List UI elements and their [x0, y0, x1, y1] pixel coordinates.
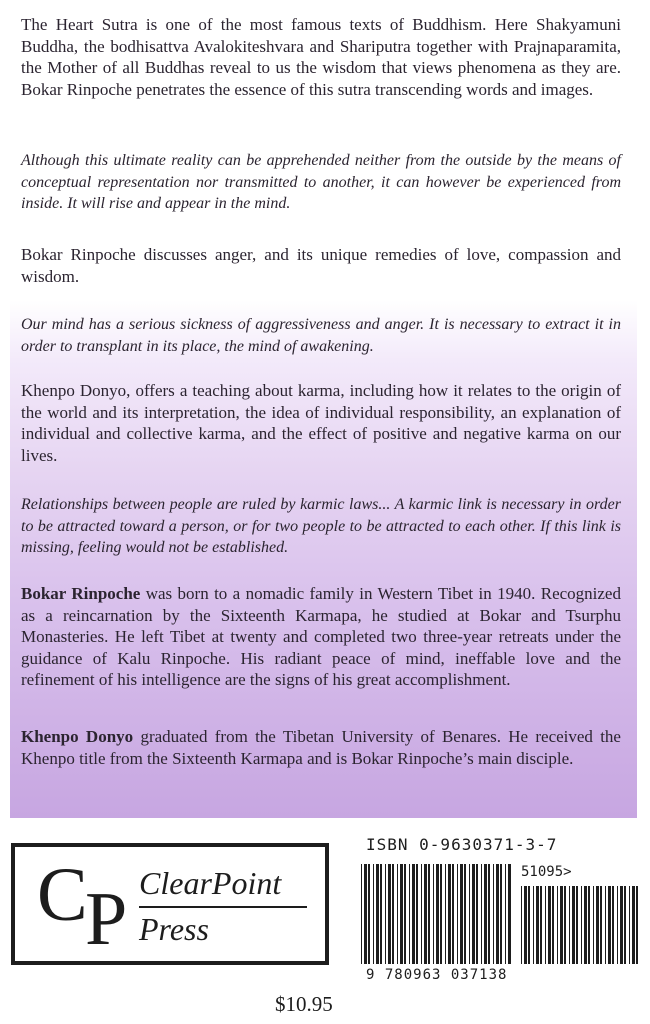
logo-monogram-c: C — [37, 853, 88, 937]
price-label: $10.95 — [275, 992, 333, 1016]
quote-ultimate-reality: Although this ultimate reality can be apprehended neither from the outside by the means of conceptual representation nor transmitted to another, it can however be experienced from inside. It will rise and appear in the mind. — [21, 152, 621, 212]
bio-bokar-rinpoche — [21, 583, 621, 691]
description-karma: Khenpo Donyo, offers a teaching about karma, including how it relates to the origin of the world and its interpretation, the idea of individual responsibility, an explanation of individual and collective karma, and the effect of positive and negative karma on our lives. — [21, 381, 621, 465]
bio-name-khenpo: Khenpo Donyo — [21, 727, 134, 746]
logo-divider — [139, 906, 307, 908]
barcode-addon-number: 51095> — [521, 864, 572, 880]
publisher-logo — [11, 843, 329, 965]
description-heart-sutra: The Heart Sutra is one of the most famous texts of Buddhism. Here Shakyamuni Buddha, the bodhisattva Avalokiteshvara and Shariputra together with Prajnaparamita, the Mother of all Buddhas reveal to us the wisdom that views phenomena as they are. Bokar Rinpoche penetrates the essence of this sutra transcending words and images. — [21, 15, 621, 99]
bio-name-bokar: Bokar Rinpoche — [21, 584, 141, 603]
quote-mind-sickness: Our mind has a serious sickness of aggressiveness and anger. It is necessary to extract it in order to transplant in its place, the mind of awakening. — [21, 316, 621, 355]
bio-text-bokar: was born to a nomadic family in Western Tibet in 1940. Recognized as a reincarnation by the Sixteenth Karmapa, he studied at Bokar and Tsurphu Monasteries. He left Tibet at twenty and completed two three-year retreats under the guidance of Kalu Rinpoche. His radiant peace of mind, ineffable love and the refinement of his intelligence are the signs of his great accomplishment. — [21, 584, 621, 690]
bio-khenpo-donyo — [21, 726, 621, 769]
isbn-label: ISBN 0-9630371-3-7 — [366, 835, 558, 854]
logo-monogram-p: P — [85, 877, 128, 961]
bio-text-khenpo: graduated from the Tibetan University of Benares. He received the Khenpo title from the Sixteenth Karmapa and is Bokar Rinpoche’s main disciple. — [21, 727, 621, 768]
quote-karmic-laws: Relationships between people are ruled by karmic laws... A karmic link is necessary in order to be attracted toward a person, or for two people to be attracted to each other. If this link is missing, feeling would not be established. — [21, 496, 621, 556]
barcode-ean-digits: 9 780963 037138 — [366, 967, 508, 983]
publisher-name-line2: Press — [139, 911, 209, 947]
publisher-name-line1: ClearPoint — [139, 865, 282, 901]
description-anger: Bokar Rinpoche discusses anger, and its unique remedies of love, compassion and wisdom. — [21, 245, 621, 286]
barcode-icon — [361, 864, 641, 968]
